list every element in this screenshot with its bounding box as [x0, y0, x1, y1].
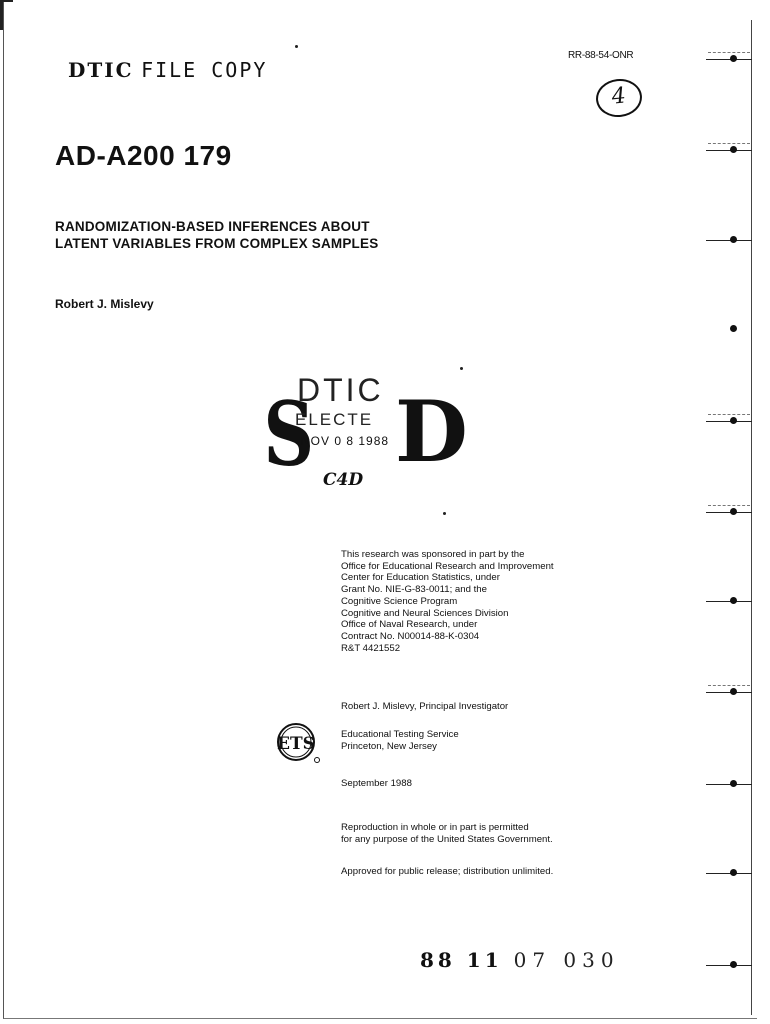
title-line: RANDOMIZATION-BASED INFERENCES ABOUT [55, 219, 370, 234]
control-number-bold: 88 11 [420, 948, 503, 972]
organization-location: Princeton, New Jersey [341, 740, 437, 752]
edge-registration-mark [706, 143, 752, 153]
edge-registration-mark [706, 594, 752, 604]
release-statement: Approved for public release; distribution unlimited. [341, 866, 554, 877]
scan-speck [443, 512, 446, 515]
edge-registration-mark [706, 505, 752, 515]
sponsorship-line: R&T 4421552 [341, 642, 401, 654]
sponsorship-line: Office for Educational Research and Improvement [341, 560, 554, 572]
handwritten-circled-number: 4 [594, 77, 644, 120]
dtic-file-copy-stamp [68, 58, 267, 83]
sponsorship-line: Cognitive and Neural Sciences Division [341, 607, 509, 619]
author-name: Robert J. Mislevy [55, 297, 154, 311]
publication-date: September 1988 [341, 778, 412, 789]
edge-registration-mark [706, 233, 752, 243]
sponsorship-line: Contract No. N00014-88-K-0304 [341, 630, 480, 642]
ad-accession-number: AD-A200 179 [55, 140, 232, 171]
control-number-tail: 07 030 [513, 948, 620, 972]
organization-info [341, 729, 661, 752]
reproduction-line: for any purpose of the United States Government. [341, 833, 553, 845]
sponsorship-line: Grant No. NIE-G-83-0011; and the [341, 584, 487, 596]
edge-registration-mark [706, 958, 752, 968]
sponsorship-line: This research was sponsored in part by the [341, 549, 525, 560]
reproduction-notice [341, 822, 661, 845]
edge-registration-mark [706, 414, 752, 424]
ets-logo [276, 722, 322, 764]
sponsorship-line: Office of Naval Research, under [341, 619, 478, 631]
organization-name: Educational Testing Service [341, 729, 459, 740]
ets-logo-text: ETS [277, 734, 315, 754]
stamp-electe-text: ELECTE [295, 410, 374, 429]
edge-registration-mark [706, 866, 752, 876]
corner-mark [0, 0, 13, 30]
stamp-dtic-text: DTIC [297, 372, 384, 408]
scan-speck [295, 45, 298, 48]
sponsorship-line: Center for Education Statistics, under [341, 572, 500, 584]
sponsorship-line: Cognitive Science Program [341, 595, 458, 607]
stamp-date: NOV 0 8 1988 [301, 434, 390, 448]
edge-registration-mark [706, 685, 752, 695]
dtic-word: DTIC [68, 58, 134, 82]
sponsorship-statement [341, 549, 661, 654]
stamp-handwritten-initials: C4D [323, 470, 364, 490]
stamp-letter-s: S [263, 382, 315, 486]
title-line: LATENT VARIABLES FROM COMPLEX SAMPLES [55, 236, 379, 251]
report-title [55, 218, 378, 252]
edge-registration-mark [706, 777, 752, 787]
scan-speck [460, 367, 463, 370]
edge-registration-mark [706, 322, 752, 332]
edge-registration-mark [706, 52, 752, 62]
reproduction-line: Reproduction in whole or in part is permitted [341, 822, 529, 833]
file-copy-label: FILE COPY [141, 58, 268, 82]
dtic-electe-stamp [255, 370, 468, 495]
stamp-letter-d: D [395, 382, 468, 481]
document-control-number [420, 948, 620, 972]
report-id: RR-88-54-ONR [568, 50, 634, 61]
principal-investigator: Robert J. Mislevy, Principal Investigator [341, 701, 509, 712]
